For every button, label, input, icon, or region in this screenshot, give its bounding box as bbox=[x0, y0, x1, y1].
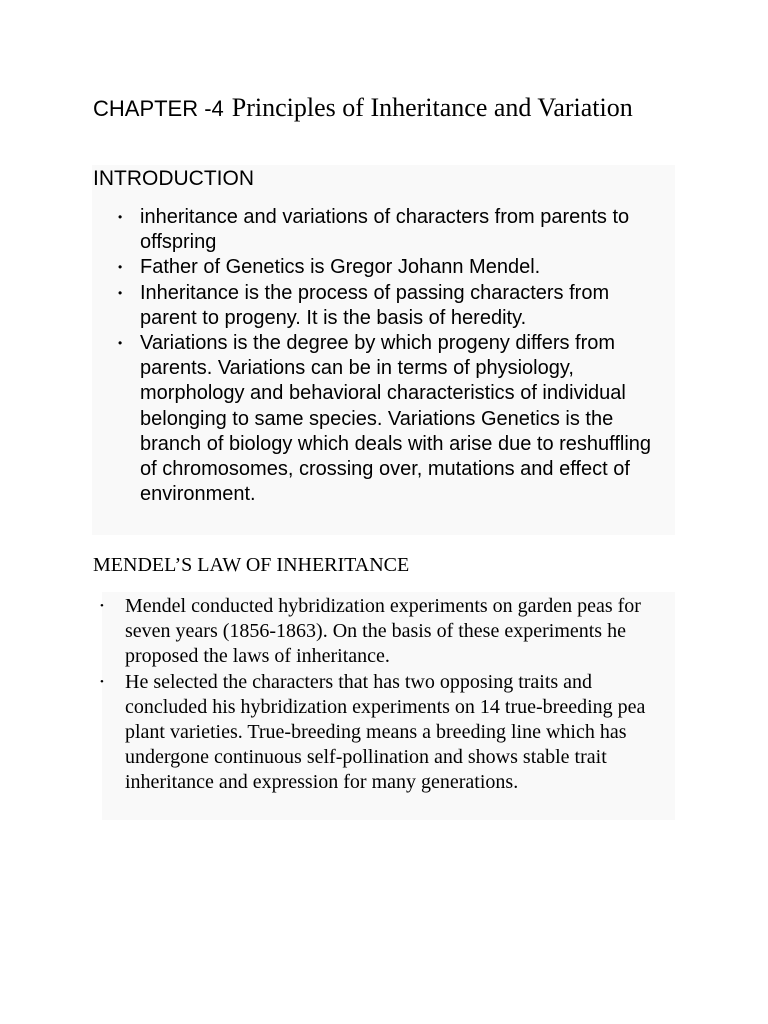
list-item-text: Inheritance is the process of passing characters from parent to progeny. It is the basis of heredity. bbox=[140, 281, 610, 329]
chapter-label: CHAPTER -4 bbox=[93, 96, 224, 121]
list-item-text: He selected the characters that has two opposing traits and concluded his hybridization experiments on 14 true-breeding pea plant varieties. True-breeding means a breeding line which has undergone continuous self-pollination and shows stable trait inheritance and expression for many generations. bbox=[125, 670, 646, 794]
list-item-text: Mendel conducted hybridization experiments on garden peas for seven years (1856-1863). On the basis of these experiments he proposed the laws of inheritance. bbox=[125, 595, 641, 668]
list-item-text: inheritance and variations of characters from parents to offspring bbox=[140, 206, 630, 254]
list-item-text: Variations is the degree by which progeny differs from parents. Variations can be in terms of physiology, morphology and behavioral characteristics of individual belonging to same species. Variations Genetics is the branch of biology which deals with arise due to reshuffling of chromosomes, crossing over, mutations and effect of environment. bbox=[140, 332, 652, 506]
bullet-icon: • bbox=[118, 210, 123, 224]
list-item bbox=[118, 205, 668, 255]
list-item bbox=[118, 281, 668, 331]
mendel-heading: MENDEL’S LAW OF INHERITANCE bbox=[93, 554, 410, 576]
bullet-icon: • bbox=[118, 285, 123, 300]
introduction-list bbox=[118, 205, 668, 507]
bullet-icon: • bbox=[118, 336, 123, 351]
bullet-icon: • bbox=[100, 675, 104, 688]
list-item bbox=[100, 594, 672, 670]
list-item bbox=[118, 255, 668, 280]
bullet-icon: • bbox=[118, 260, 123, 275]
introduction-heading: INTRODUCTION bbox=[93, 167, 254, 190]
list-item bbox=[118, 331, 668, 507]
list-item bbox=[100, 670, 672, 796]
list-item-text: Father of Genetics is Gregor Johann Mendel. bbox=[140, 256, 541, 279]
mendel-list bbox=[100, 594, 672, 796]
chapter-title bbox=[93, 88, 693, 126]
bullet-icon: • bbox=[100, 600, 104, 612]
chapter-name: Principles of Inheritance and Variation bbox=[231, 93, 633, 122]
